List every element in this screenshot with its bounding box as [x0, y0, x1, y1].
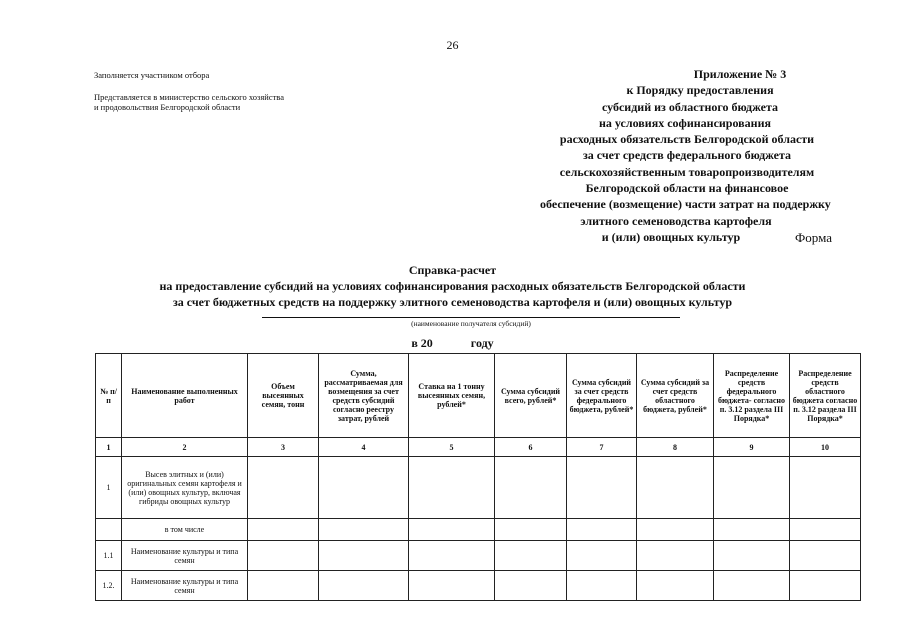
- empty-cell: [790, 457, 861, 519]
- empty-cell: [637, 541, 714, 571]
- appendix-line: на условиях софинансирования: [599, 115, 771, 130]
- empty-cell: [567, 541, 637, 571]
- empty-cell: [409, 457, 495, 519]
- header-cell: Сумма субсидий за счет средств федерального бюджета, рублей*: [567, 354, 637, 438]
- table-row: [96, 541, 861, 571]
- submitted-to-note-line2: и продовольствия Белгородской области: [94, 102, 241, 112]
- empty-cell: [567, 457, 637, 519]
- work-name-cell: Высев элитных и (или) оригинальных семян картофеля и (или) овощных культур, включая гибриды овощных культур: [122, 457, 248, 519]
- header-cell: Сумма субсидий всего, рублей*: [495, 354, 567, 438]
- empty-cell: [714, 541, 790, 571]
- empty-cell: [319, 571, 409, 601]
- header-cell: № п/п: [96, 354, 122, 438]
- recipient-name-line: [262, 317, 680, 318]
- empty-cell: [319, 457, 409, 519]
- column-number: 7: [567, 438, 637, 457]
- table-row: [96, 457, 861, 519]
- appendix-heading: [510, 66, 830, 245]
- table-header-row: [96, 354, 861, 438]
- appendix-line: к Порядку предоставления: [626, 83, 774, 98]
- empty-cell: [714, 519, 790, 541]
- appendix-line: Белгородской области на финансовое: [585, 181, 789, 196]
- header-cell: Наименование выполненных работ: [122, 354, 248, 438]
- title-line1: Справка-расчет: [408, 263, 497, 277]
- column-number: 9: [714, 438, 790, 457]
- appendix-line: расходных обязательств Белгородской области: [559, 132, 815, 147]
- work-name-cell: Наименование культуры и типа семян: [122, 541, 248, 571]
- title-line3: за счет бюджетных средств на поддержку элитного семеноводства картофеля и (или) овощных культур: [172, 295, 733, 309]
- column-number-row: [96, 438, 861, 457]
- appendix-line: сельскохозяйственным товаропроизводителям: [559, 164, 815, 179]
- empty-cell: [637, 519, 714, 541]
- column-number: 5: [409, 438, 495, 457]
- empty-cell: [495, 457, 567, 519]
- column-number: 10: [790, 438, 861, 457]
- appendix-line: и (или) овощных культур: [601, 229, 741, 244]
- empty-cell: [409, 519, 495, 541]
- column-number: 6: [495, 438, 567, 457]
- header-cell: Сумма, рассматриваемая для возмещения за счет средств субсидий согласно реестру затрат, рублей: [319, 354, 409, 438]
- empty-cell: [790, 541, 861, 571]
- year-prefix: в 20: [411, 336, 433, 350]
- empty-cell: [319, 519, 409, 541]
- document-title: [60, 262, 845, 310]
- page-number: 26: [446, 38, 459, 52]
- column-number: 8: [637, 438, 714, 457]
- empty-cell: [319, 541, 409, 571]
- work-name-cell: Наименование культуры и типа семян: [122, 571, 248, 601]
- empty-cell: [495, 541, 567, 571]
- header-cell: Распределение средств федерального бюджета- согласно п. 3.12 раздела III Порядка*: [714, 354, 790, 438]
- appendix-line: обеспечение (возмещение) части затрат на поддержку: [540, 197, 831, 212]
- column-number: 3: [248, 438, 319, 457]
- empty-cell: [248, 571, 319, 601]
- empty-cell: [409, 541, 495, 571]
- recipient-caption: (наименование получателя субсидий): [411, 319, 531, 328]
- subsidy-calculation-table: [95, 353, 861, 601]
- empty-cell: [637, 457, 714, 519]
- appendix-line: за счет средств федерального бюджета: [582, 148, 792, 163]
- empty-cell: [409, 571, 495, 601]
- filled-by-note: Заполняется участником отбора: [94, 70, 210, 80]
- empty-cell: [248, 541, 319, 571]
- row-number: 1.1: [96, 541, 122, 571]
- appendix-line: элитного семеноводства картофеля: [580, 213, 772, 228]
- appendix-line: субсидий из областного бюджета: [601, 99, 779, 114]
- column-number: 4: [319, 438, 409, 457]
- empty-cell: [637, 571, 714, 601]
- row-number: 1: [96, 457, 122, 519]
- header-cell: Ставка на 1 тонну высеянных семян, рублей*: [409, 354, 495, 438]
- empty-cell: [790, 519, 861, 541]
- empty-cell: [248, 519, 319, 541]
- table-row: [96, 519, 861, 541]
- year-row: [0, 336, 905, 351]
- form-label: Форма: [795, 230, 832, 245]
- empty-cell: [567, 519, 637, 541]
- row-number: 1.2.: [96, 571, 122, 601]
- empty-cell: [495, 571, 567, 601]
- header-cell: Распределение средств областного бюджета согласно п. 3.12 раздела III Порядка*: [790, 354, 861, 438]
- empty-cell: [714, 457, 790, 519]
- year-suffix: году: [470, 336, 494, 350]
- table-row: [96, 571, 861, 601]
- column-number: 1: [96, 438, 122, 457]
- submitted-to-note-line1: Представляется в министерство сельского хозяйства: [94, 92, 284, 102]
- title-line2: на предоставление субсидий на условиях софинансирования расходных обязательств Белгородской области: [159, 279, 746, 293]
- work-name-cell: в том числе: [122, 519, 248, 541]
- empty-cell: [567, 571, 637, 601]
- row-number: [96, 519, 122, 541]
- empty-cell: [790, 571, 861, 601]
- appendix-line: Приложение № 3: [693, 67, 787, 81]
- empty-cell: [714, 571, 790, 601]
- empty-cell: [248, 457, 319, 519]
- header-cell: Сумма субсидий за счет средств областного бюджета, рублей*: [637, 354, 714, 438]
- header-cell: Объем высеянных семян, тонн: [248, 354, 319, 438]
- empty-cell: [495, 519, 567, 541]
- column-number: 2: [122, 438, 248, 457]
